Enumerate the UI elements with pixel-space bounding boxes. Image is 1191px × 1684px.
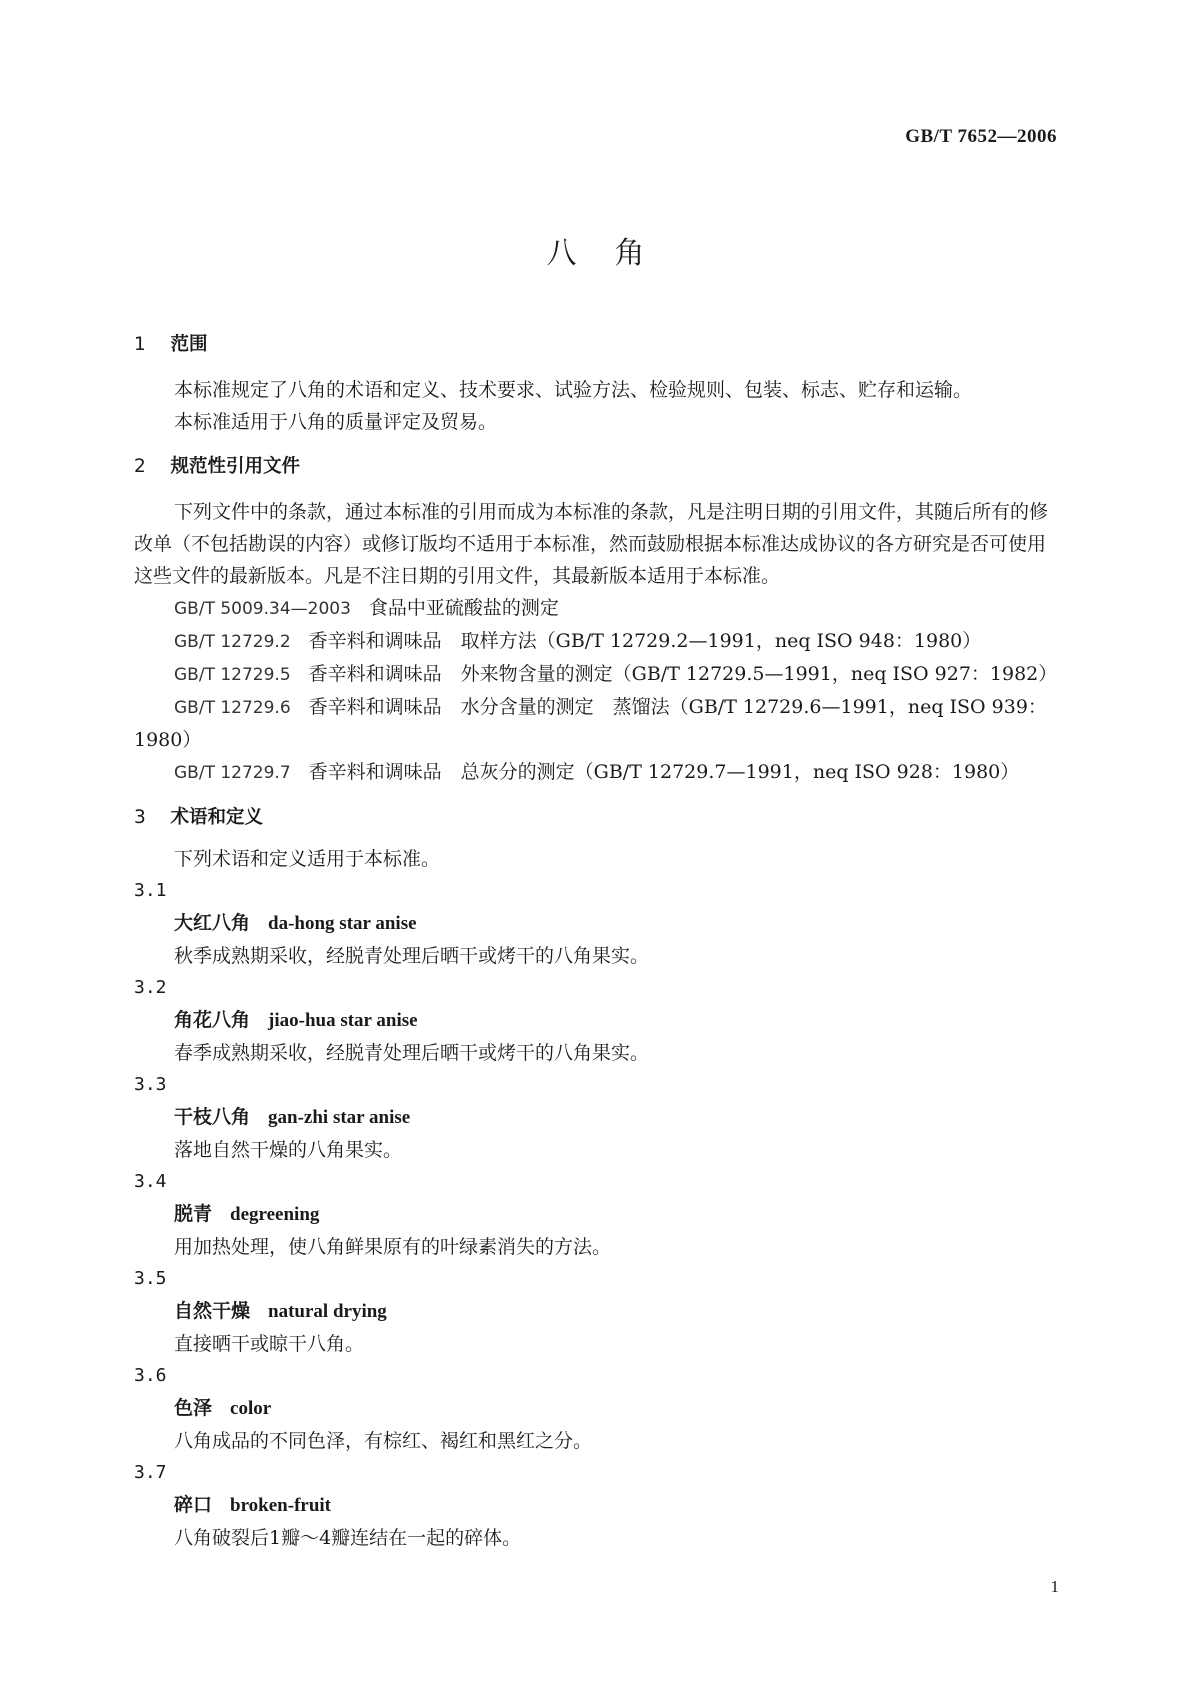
term-definition: 春季成熟期采收，经脱青处理后晒干或烤干的八角果实。	[174, 1042, 650, 1064]
term-definition: 落地自然干燥的八角果实。	[174, 1139, 403, 1161]
term-chinese: 角花八角	[174, 1009, 251, 1031]
document-title: 八角	[546, 236, 683, 271]
section-title: 术语和定义	[170, 807, 263, 828]
term-entry	[134, 972, 1060, 1069]
paragraph: 本标准适用于八角的质量评定及贸易。	[174, 411, 498, 433]
term-entry	[134, 1457, 1060, 1554]
term-chinese: 干枝八角	[174, 1106, 251, 1128]
reference-code: GB/T 12729.7	[174, 763, 291, 783]
term-english: degreening	[230, 1204, 320, 1225]
standard-code: GB/T 7652—2006	[905, 126, 1057, 147]
term-chinese: 自然干燥	[174, 1300, 251, 1322]
term-definition: 八角成品的不同色泽，有棕红、褐红和黑红之分。	[174, 1430, 593, 1452]
term-heading	[134, 1392, 1060, 1425]
section-title: 范围	[170, 334, 208, 355]
reference-code: GB/T 12729.5	[174, 665, 291, 685]
normative-reference	[134, 625, 1060, 658]
reference-title: 香辛料和调味品 水分含量的测定 蒸馏法（GB/T 12729.6—1991，neq ISO 939：1980）	[134, 696, 1047, 751]
term-number: 3.1	[134, 880, 167, 901]
reference-title: 香辛料和调味品 总灰分的测定（GB/T 12729.7—1991，neq ISO 928：1980）	[308, 761, 1020, 783]
reference-title: 香辛料和调味品 取样方法（GB/T 12729.2—1991，neq ISO 948：1980）	[308, 630, 982, 652]
section-2-heading	[134, 452, 1060, 482]
paragraph: 下列术语和定义适用于本标准。	[174, 848, 441, 870]
section-1-heading	[134, 330, 1060, 360]
term-entry	[134, 1166, 1060, 1263]
term-english: jiao-hua star anise	[268, 1010, 418, 1031]
normative-reference	[134, 592, 1060, 625]
term-chinese: 大红八角	[174, 912, 251, 934]
reference-code: GB/T 5009.34—2003	[174, 599, 351, 619]
term-heading	[134, 1198, 1060, 1231]
reference-code: GB/T 12729.6	[174, 698, 291, 718]
reference-title: 香辛料和调味品 外来物含量的测定（GB/T 12729.5—1991，neq ISO 927：1982）	[308, 663, 1058, 685]
term-english: color	[230, 1398, 272, 1419]
term-number: 3.5	[134, 1268, 167, 1289]
term-chinese: 脱青	[174, 1203, 213, 1225]
normative-reference	[134, 658, 1060, 691]
term-english: da-hong star anise	[268, 913, 417, 934]
term-definition: 直接晒干或晾干八角。	[174, 1333, 365, 1355]
term-entry	[134, 1263, 1060, 1360]
term-number: 3.2	[134, 977, 167, 998]
term-definition: 八角破裂后1瓣～4瓣连结在一起的碎体。	[174, 1527, 522, 1549]
term-entry	[134, 875, 1060, 972]
term-heading	[134, 1489, 1060, 1522]
term-heading	[134, 1004, 1060, 1037]
reference-title: 食品中亚硫酸盐的测定	[368, 597, 559, 619]
term-heading	[134, 1295, 1060, 1328]
term-english: natural drying	[268, 1301, 387, 1322]
section-number: 3	[134, 807, 146, 828]
term-definition: 秋季成熟期采收，经脱青处理后晒干或烤干的八角果实。	[174, 945, 650, 967]
term-chinese: 碎口	[174, 1494, 213, 1516]
paragraph: 本标准规定了八角的术语和定义、技术要求、试验方法、检验规则、包装、标志、贮存和运输。	[174, 379, 973, 401]
term-english: broken-fruit	[230, 1495, 331, 1516]
term-number: 3.7	[134, 1462, 167, 1483]
term-number: 3.6	[134, 1365, 167, 1386]
term-chinese: 色泽	[174, 1397, 213, 1419]
term-heading	[134, 1101, 1060, 1134]
paragraph: 下列文件中的条款，通过本标准的引用而成为本标准的条款，凡是注明日期的引用文件，其随后所有的修改单（不包括勘误的内容）或修订版均不适用于本标准，然而鼓励根据本标准达成协议的各方研究是否可使用这些文件的最新版本。凡是不注日期的引用文件，其最新版本适用于本标准。	[134, 501, 1049, 587]
normative-reference	[134, 691, 1060, 756]
term-number: 3.4	[134, 1171, 167, 1192]
term-definition: 用加热处理，使八角鲜果原有的叶绿素消失的方法。	[174, 1236, 612, 1258]
reference-code: GB/T 12729.2	[174, 632, 291, 652]
section-title: 规范性引用文件	[170, 456, 300, 477]
page-number: 1	[1050, 1577, 1059, 1596]
term-number: 3.3	[134, 1074, 167, 1095]
section-3-heading	[134, 803, 1060, 833]
section-number: 1	[134, 334, 146, 355]
normative-reference	[134, 756, 1060, 789]
term-english: gan-zhi star anise	[268, 1107, 411, 1128]
term-heading	[134, 907, 1060, 940]
term-entry	[134, 1069, 1060, 1166]
document-body	[134, 330, 1060, 1554]
section-number: 2	[134, 456, 146, 477]
term-entry	[134, 1360, 1060, 1457]
